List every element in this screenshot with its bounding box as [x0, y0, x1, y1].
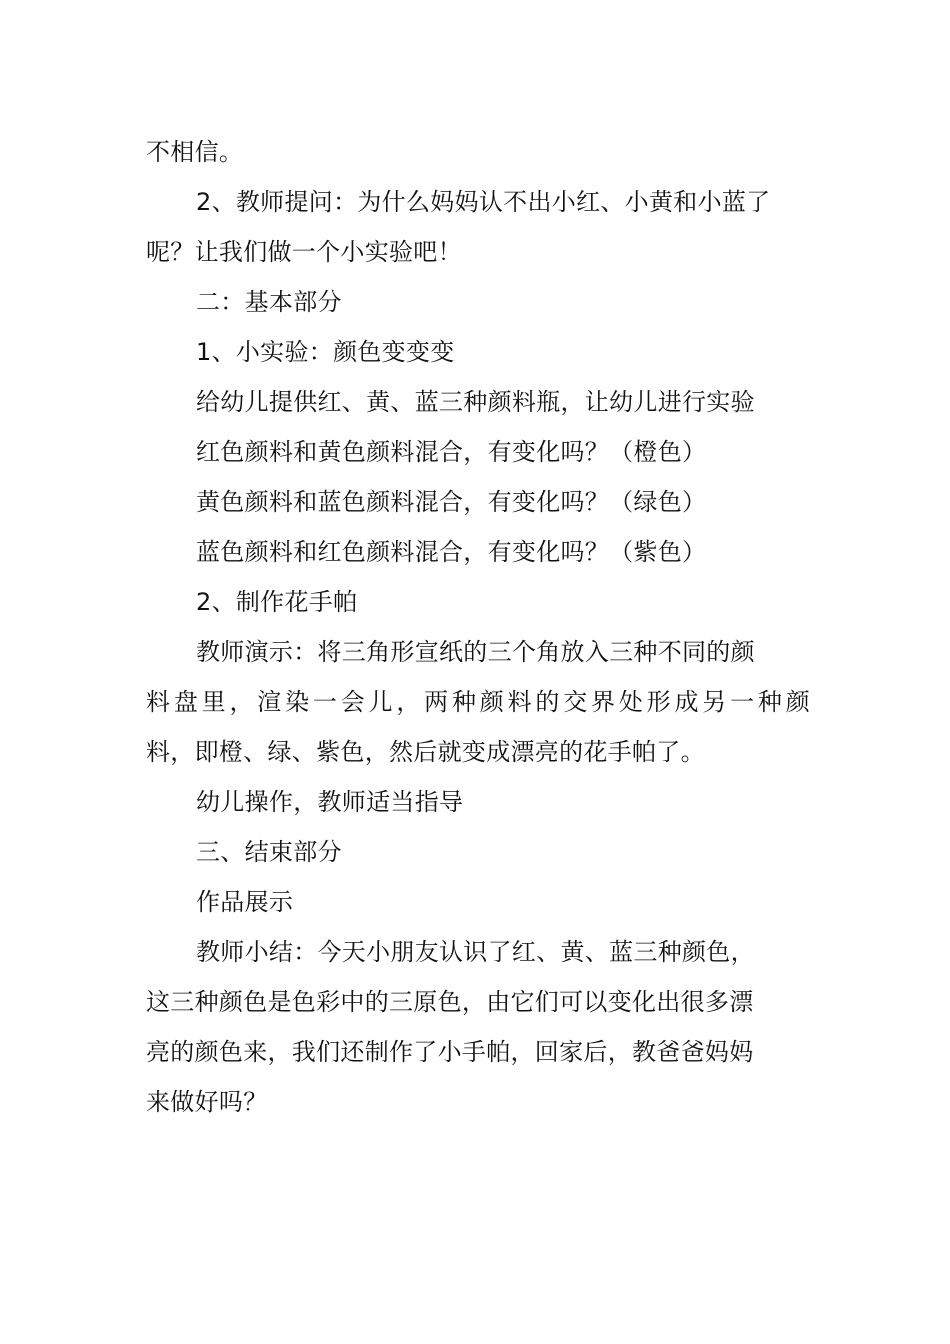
text-line: 教师演示：将三角形宣纸的三个角放入三种不同的颜: [196, 638, 755, 666]
text-line: 这三种颜色是色彩中的三原色，由它们可以变化出很多漂: [146, 988, 754, 1016]
text-line: 料，即橙、绿、紫色，然后就变成漂亮的花手帕了。: [146, 738, 705, 766]
text-line: 蓝色颜料和红色颜料混合，有变化吗？（紫色）: [196, 538, 707, 566]
section-heading: 二：基本部分: [196, 288, 342, 316]
text-line: 料盘里，渲染一会儿，两种颜料的交界处形成另一种颜: [146, 688, 810, 716]
text-line: 亮的颜色来，我们还制作了小手帕，回家后，教爸爸妈妈: [146, 1038, 754, 1066]
text-line: 不相信。: [146, 138, 244, 166]
text-line: 幼儿操作，教师适当指导: [196, 788, 464, 816]
text-line: 呢？让我们做一个小实验吧！: [146, 238, 462, 266]
document-body: [146, 127, 810, 1127]
text-line: 2、教师提问：为什么妈妈认不出小红、小黄和小蓝了: [196, 188, 771, 216]
text-line: 作品展示: [196, 888, 294, 916]
text-line: 来做好吗？: [146, 1088, 268, 1116]
section-heading: 三、结束部分: [196, 838, 342, 866]
text-line: 黄色颜料和蓝色颜料混合，有变化吗？（绿色）: [196, 488, 707, 516]
subsection-heading: 2、制作花手帕: [196, 588, 358, 616]
text-line: 教师小结：今天小朋友认识了红、黄、蓝三种颜色，: [196, 938, 755, 966]
text-line: 红色颜料和黄色颜料混合，有变化吗？（橙色）: [196, 438, 707, 466]
subsection-heading: 1、小实验：颜色变变变: [196, 338, 455, 366]
text-line: 给幼儿提供红、黄、蓝三种颜料瓶，让幼儿进行实验: [196, 388, 755, 416]
